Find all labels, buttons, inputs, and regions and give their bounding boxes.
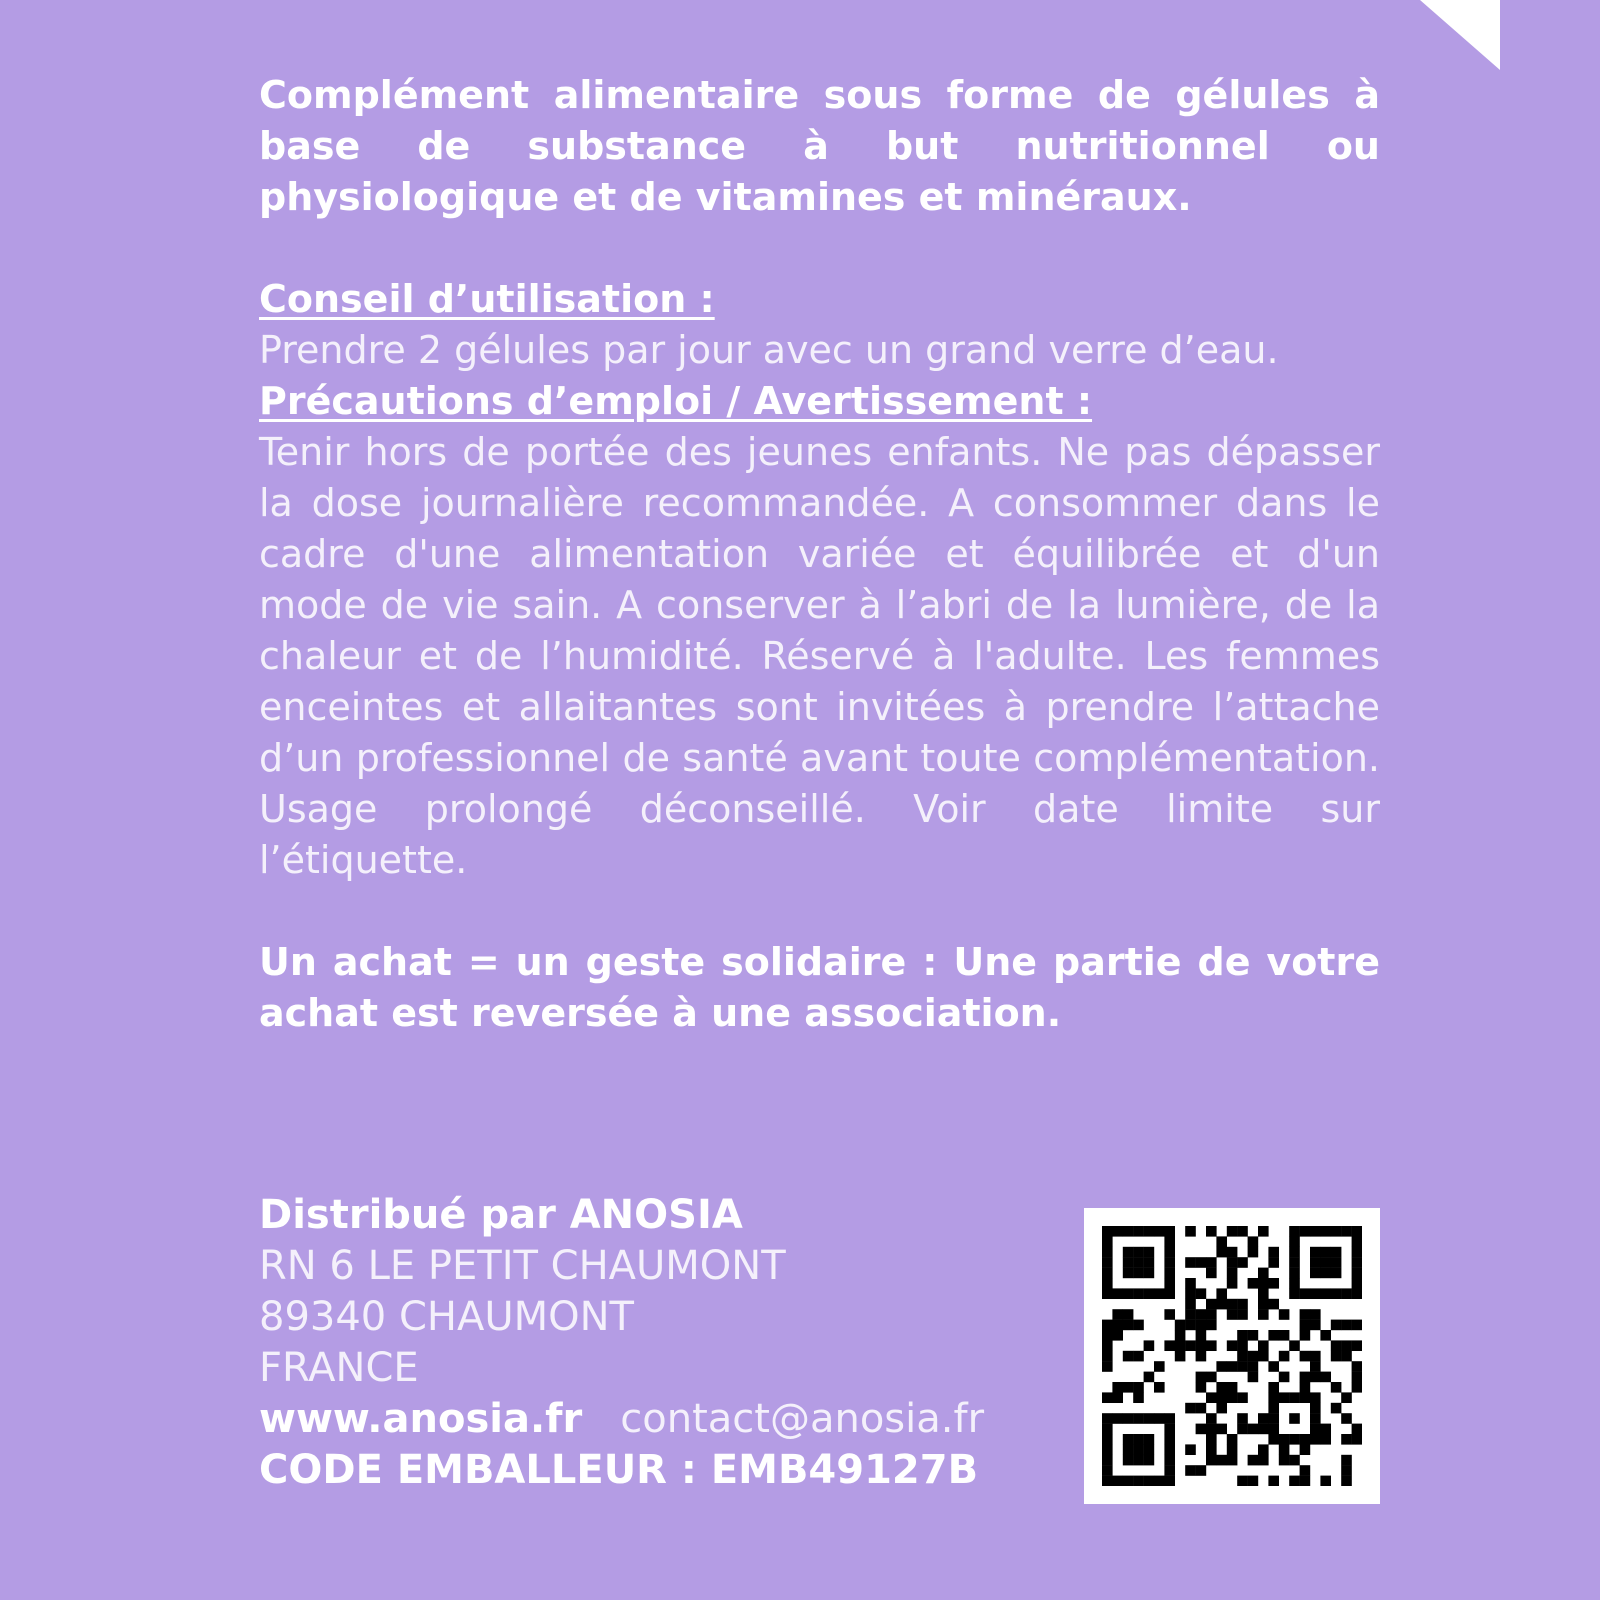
distributor-label: Distribué par ANOSIA (259, 1192, 743, 1238)
packer-code: CODE EMBALLEUR : EMB49127B (259, 1447, 979, 1493)
usage-text: Prendre 2 gélules par jour avec un grand verre d’eau. (259, 328, 1279, 372)
country: FRANCE (259, 1345, 419, 1391)
label-text-block (259, 70, 1380, 1039)
website-link[interactable]: www.anosia.fr (259, 1396, 583, 1442)
address-line-2: 89340 CHAUMONT (259, 1294, 634, 1340)
distributor-block (259, 1190, 1059, 1496)
precautions-heading: Précautions d’emploi / Avertissement : (259, 379, 1093, 423)
usage-heading: Conseil d’utilisation : (259, 277, 715, 321)
product-description: Complément alimentaire sous forme de gélules à base de substance à but nutritionnel ou physiologique et de vitamines et minéraux. (259, 73, 1380, 219)
precautions-text: Tenir hors de portée des jeunes enfants. Ne pas dépasser la dose journalière recommandée. A consommer dans le cadre d'une alimentation variée et équilibrée et d'un mode de vie sain. A conserver à l’abri de la lumière, de la chaleur et de l’humidité. Réservé à l'adulte. Les femmes enceintes et allaitantes sont invitées à prendre l’attache d’un professionnel de santé avant toute complémentation. Usage prolongé déconseillé. Voir date limite sur l’étiquette. (259, 430, 1380, 882)
qr-code[interactable] (1084, 1208, 1380, 1504)
contact-line (259, 1394, 1059, 1445)
qr-code-icon (1102, 1226, 1362, 1486)
spacer (259, 223, 1380, 274)
solidarity-text: Un achat = un geste solidaire : Une partie de votre achat est reversée à une association. (259, 940, 1380, 1035)
email-link[interactable]: contact@anosia.fr (620, 1396, 985, 1442)
spacer (259, 886, 1380, 937)
address-line-1: RN 6 LE PETIT CHAUMONT (259, 1243, 786, 1289)
